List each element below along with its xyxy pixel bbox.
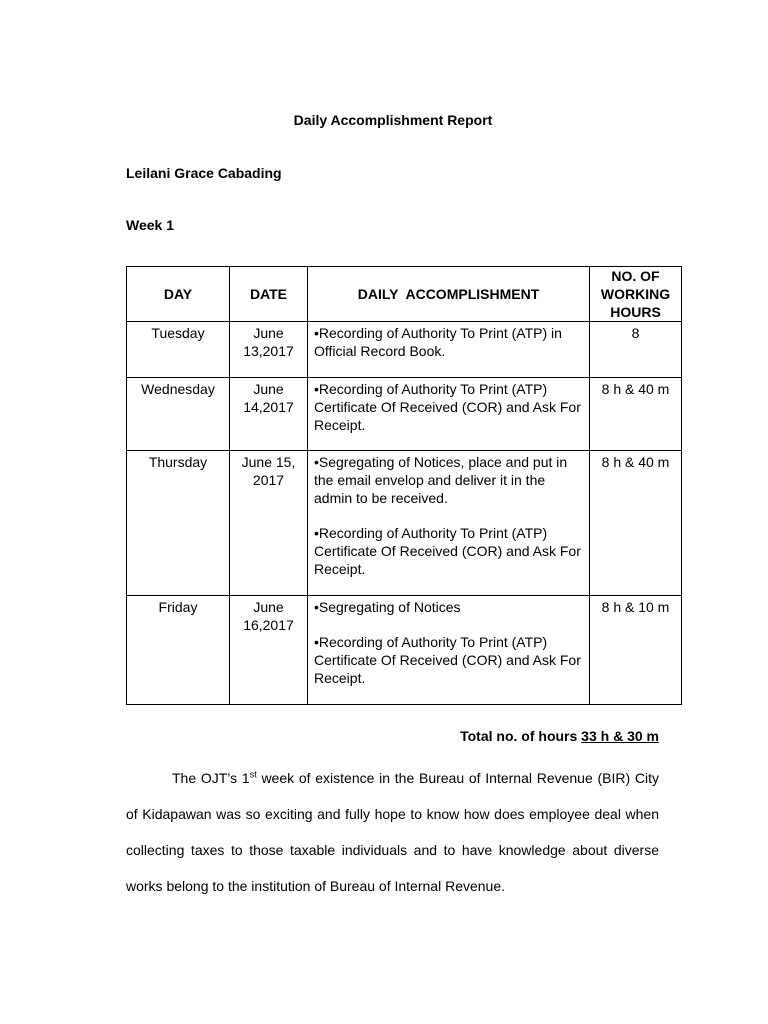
cell-day: Wednesday bbox=[127, 378, 230, 451]
total-value: 33 h & 30 m bbox=[581, 728, 659, 744]
accomplishment-item: •Recording of Authority To Print (ATP) Certificate Of Received (COR) and Ask For Receipt. bbox=[314, 525, 581, 577]
report-title: Daily Accomplishment Report bbox=[293, 112, 493, 128]
cell-date bbox=[230, 378, 308, 451]
cell-hours: 8 h & 40 m bbox=[590, 378, 682, 451]
table-row bbox=[127, 322, 682, 378]
date-line: June bbox=[253, 599, 284, 615]
date-line: 16,2017 bbox=[243, 617, 294, 633]
total-hours bbox=[0, 728, 659, 744]
ordinal-suffix: st bbox=[249, 769, 257, 780]
accomplishment-item: •Recording of Authority To Print (ATP) Certificate Of Received (COR) and Ask For Receipt. bbox=[314, 634, 581, 686]
date-line: June bbox=[253, 325, 284, 341]
accomplishment-item: •Segregating of Notices bbox=[314, 599, 461, 615]
cell-accomplishment bbox=[308, 596, 590, 705]
header-hours-line3: HOURS bbox=[610, 304, 661, 320]
header-working-hours bbox=[590, 267, 682, 322]
header-date: DATE bbox=[230, 267, 308, 322]
cell-date bbox=[230, 322, 308, 378]
cell-date bbox=[230, 596, 308, 705]
header-hours-line1: NO. OF bbox=[611, 268, 660, 284]
accomplishment-item: •Recording of Authority To Print (ATP) Certificate Of Received (COR) and Ask For Receipt. bbox=[314, 381, 581, 433]
total-label: Total no. of hours bbox=[460, 728, 578, 744]
summary-paragraph bbox=[126, 760, 659, 904]
accomplishment-item: •Recording of Authority To Print (ATP) in Official Record Book. bbox=[314, 325, 562, 359]
date-line: 13,2017 bbox=[243, 343, 294, 359]
table-row bbox=[127, 378, 682, 451]
accomplishment-item: •Segregating of Notices, place and put in the email envelop and deliver it in the admin to be received. bbox=[314, 454, 568, 506]
cell-accomplishment bbox=[308, 322, 590, 378]
author-name: Leilani Grace Cabading bbox=[126, 165, 282, 181]
paragraph-rest: week of existence in the Bureau of Internal Revenue (BIR) City of Kidapawan was so exciting and fully hope to know how does employee deal when collecting taxes to those taxable individuals and to have knowledge about diverse works belong to the institution of Bureau of Internal Revenue. bbox=[126, 770, 659, 894]
date-line: June 15, bbox=[241, 454, 296, 470]
cell-day: Thursday bbox=[127, 451, 230, 596]
cell-accomplishment bbox=[308, 378, 590, 451]
header-hours-line2: WORKING bbox=[600, 286, 671, 302]
header-accomplishment: DAILY ACCOMPLISHMENT bbox=[308, 267, 590, 322]
cell-hours: 8 h & 10 m bbox=[590, 596, 682, 705]
table-row bbox=[127, 451, 682, 596]
cell-day: Friday bbox=[127, 596, 230, 705]
week-label: Week 1 bbox=[126, 217, 174, 233]
cell-date bbox=[230, 451, 308, 596]
paragraph-start: The OJT’s 1 bbox=[172, 770, 250, 786]
cell-accomplishment bbox=[308, 451, 590, 596]
table-row bbox=[127, 596, 682, 705]
date-line: June bbox=[253, 381, 284, 397]
header-day: DAY bbox=[127, 267, 230, 322]
cell-hours: 8 bbox=[590, 322, 682, 378]
accomplishment-table bbox=[126, 266, 682, 705]
date-line: 2017 bbox=[252, 472, 285, 488]
date-line: 14,2017 bbox=[243, 399, 294, 415]
table-header-row bbox=[127, 267, 682, 322]
cell-hours: 8 h & 40 m bbox=[590, 451, 682, 596]
cell-day: Tuesday bbox=[127, 322, 230, 378]
